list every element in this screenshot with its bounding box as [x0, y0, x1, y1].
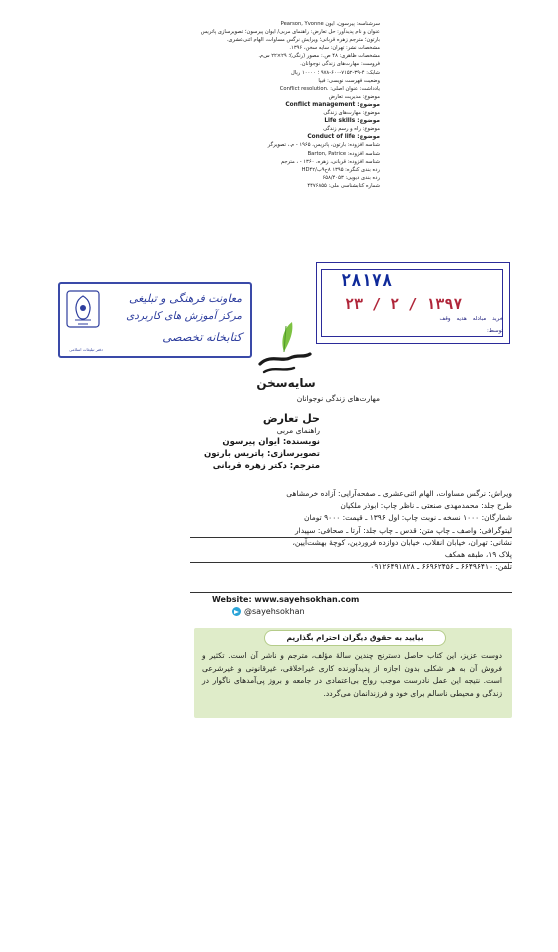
cip-line: شماره کتابشناسی ملی: ۴۴۷۶۸۵۵	[307, 182, 380, 189]
cip-line: رده بندی دیویی: ۶۵۸/۴۰۵۳	[322, 174, 380, 181]
cip-line: مشخصات نشر: تهران: سایه سخن، ۱۳۹۶.	[289, 45, 380, 52]
production-credits	[190, 488, 512, 573]
cip-line: موضوع: راه و رسم زندگی	[323, 126, 380, 133]
divider	[190, 562, 512, 563]
copyright-notice-box	[194, 628, 512, 718]
cip-line: موضوع: Conflict management	[285, 101, 380, 108]
notice-title: بیایید به حقوق دیگران احترام بگذاریم	[264, 630, 446, 646]
cip-line: بارتون؛ مترجم زهره قربانی؛ ویرایش نرگس مساوات، الهام اثنی‌عشری.	[226, 37, 380, 44]
cip-line: رده بندی کنگره: ۱۳۹۵ ۸ح۹ب/HD۴۲	[301, 166, 380, 173]
stamp-note-label: توسط:	[486, 328, 503, 334]
cip-line: موضوع: مدیریت تعارض	[328, 93, 380, 100]
cip-line: شناسه افزوده: بارتون، پاتریس، ۱۹۶۵ - م.، تصویرگر	[267, 142, 380, 149]
cip-line: موضوع: Conduct of life	[307, 134, 380, 141]
cip-line: فروست: مهارت‌های زندگی نوجوانان.	[300, 61, 380, 68]
website-link[interactable]: Website: www.sayehsokhan.com	[212, 595, 360, 604]
cataloging-info	[190, 20, 380, 190]
credit-line: شمارگان: ۱۰۰۰ نسخه ـ نوبت چاپ: اول ۱۳۹۶ ـ قیمت: ۹۰۰۰ تومان	[303, 513, 512, 523]
translator-line: مترجم: دکتر زهره قربانی	[212, 461, 320, 471]
credit-line: لیتوگرافی: واصف ـ چاپ متن: قدس ـ چاپ جلد: آرتا ـ صحافی: سپیدار	[294, 525, 512, 535]
cip-line: شابک: ۴-۳۹-۷۱۵۲-۶۰۰-۹۷۸ ؛ ۱۰۰۰۰ ریال	[290, 69, 380, 76]
book-title-block	[200, 412, 320, 472]
address-line: پلاک ۱۹، طبقه همکف	[444, 550, 512, 560]
phone-line: تلفن: ۶۶۴۹۶۴۱۰ ـ ۶۶۹۶۲۴۵۶ ـ ۰۹۱۲۶۴۹۱۸۲۸	[370, 562, 512, 572]
book-title: حل تعارض	[262, 412, 320, 425]
publisher-logo-icon	[254, 318, 314, 378]
cip-line: شناسه افزوده: Barton, Patrice	[307, 150, 380, 157]
credit-line: ویراش: نرگس مساوات، الهام اثنی‌عشری ـ صفحه‌آرایی: آزاده خرمشاهی	[286, 489, 512, 498]
seal-line-3: کتابخانه تخصصی	[162, 330, 242, 344]
publisher-name: سایه‌سخن	[256, 376, 316, 390]
registration-date: ۱۳۹۷ / ۲ / ۲۳	[345, 295, 463, 313]
library-registration-stamp	[316, 262, 510, 344]
author-line: نویسنده: ایوان پیرسون	[222, 437, 320, 447]
telegram-icon	[232, 607, 241, 616]
cip-line: وضعیت فهرست نویسی: فیپا	[318, 77, 380, 84]
divider	[190, 537, 512, 538]
registration-number: ۲۸۱۷۸	[341, 271, 393, 291]
series-title: مهارت‌های زندگی نوجوانان	[296, 394, 380, 403]
cip-line: سرشناسه: پیرسون، ایون Pearson, Yvonne	[280, 21, 380, 27]
option-gift: هدیه	[456, 316, 467, 322]
library-seal-stamp	[58, 282, 252, 358]
social-handle[interactable]	[232, 607, 305, 616]
option-exchange: مبادله	[472, 316, 487, 322]
emblem-caption: دفتر تبلیغات اسلامی	[69, 347, 103, 352]
cip-line: موضوع: Life skills	[324, 118, 380, 125]
cip-line: عنوان و نام پدیدآور: حل تعارض: راهنمای مربی/ ایوان پیرسون؛ تصویرسازی پاتریس	[200, 29, 380, 36]
seal-line-1: معاونت فرهنگی و تبلیغی	[128, 292, 242, 305]
seal-line-2: مرکز آموزش های کاربردی	[126, 310, 242, 322]
social-handle-text: @sayehsokhan	[244, 607, 305, 616]
divider	[190, 592, 512, 593]
credit-line: طرح جلد: محمدمهدی صنعتی ـ ناظر چاپ: ابوذر ملکیان	[340, 501, 512, 511]
address-line: نشانی: تهران، خیابان انقلاب، خیابان دوازده فروردین، کوچهٔ بهشت‌آیین،	[292, 537, 512, 547]
emblem-icon	[66, 290, 100, 338]
cip-line: شناسه افزوده: قربانی، زهره، ۱۳۶۰ - ، مترجم	[280, 158, 380, 165]
book-subtitle: راهنمای مربی	[276, 426, 320, 435]
cip-line: یادداشت: عنوان اصلی: .Conflict resolution	[279, 85, 380, 92]
notice-body: دوست عزیز، این کتاب حاصل دسترنج چندین سالهٔ مؤلف، مترجم و ناشر آن است. تکثیر و فروش آن به هر شکلی بدون اجازه از پدیدآورنده کاری غیراخلاقی، غیرقانونی و غیرشرعی است. نتیجه این عمل نادرست موجب رواج بی‌اعتمادی در جامعه و بروز پی‌آمدهای ناگوار در زندگی و محیطی ناسالم برای خود و فرزندانمان می‌گردد.	[202, 651, 502, 698]
cip-line: مشخصات ظاهری: ۴۸ ص.: مصور (رنگی)؛ ۲۹×۲۲ س‌م.	[258, 53, 380, 60]
acquisition-options	[440, 316, 503, 322]
option-endowment: وقف	[439, 316, 451, 322]
illustrator-line: تصویرسازی: پاتریس بارتون	[203, 449, 320, 459]
option-purchase: خرید	[492, 316, 503, 322]
cip-line: موضوع: مهارت‌های زندگی	[323, 110, 380, 117]
